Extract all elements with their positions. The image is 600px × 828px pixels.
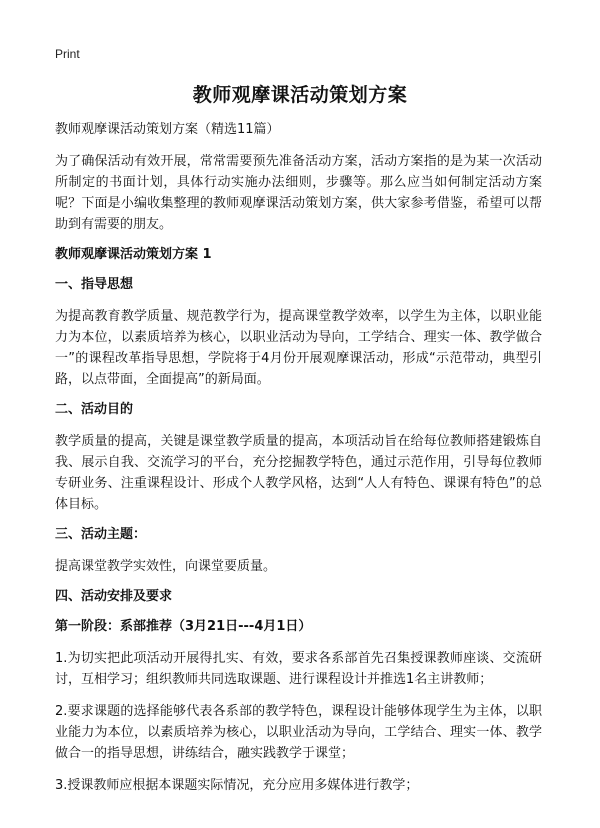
- section-arrangement-heading: 四、活动安排及要求: [55, 589, 173, 604]
- page-title: 教师观摩课活动策划方案: [192, 84, 408, 106]
- section-purpose-heading: 二、活动目的: [55, 402, 134, 417]
- phase-1-heading: 第一阶段：系部推荐（3月21日---4月1日）: [55, 619, 312, 634]
- list-item: 2.要求课题的选择能够代表各系部的教学特色，课程设计能够体现学生为主体，以职业能力为本位，以素质培养为核心，以职业活动为导向，工学结合、理实一体、教学做合一的指导思想，讲练结合，融实践教学于课堂；: [55, 704, 542, 761]
- section-theme-heading: 三、活动主题：: [55, 527, 147, 542]
- section-theme-text: 提高课堂教学实效性，向课堂要质量。: [55, 559, 277, 574]
- document-subtitle: 教师观摩课活动策划方案（精选11篇）: [55, 122, 280, 137]
- section-guiding-ideology-text: 为提高教育教学质量、规范教学行为，提高课堂教学效率，以学生为主体，以职业能力为本位，以素质培养为核心，以职业活动为导向，工学结合、理实一体、教学做合一”的课程改革指导思想，学院将于4月份开展观摩课活动，形成“示范带动，典型引路，以点带面，全面提高”的新局面。: [55, 309, 542, 387]
- print-link[interactable]: Print: [55, 47, 80, 61]
- section-purpose-text: 教学质量的提高，关键是课堂教学质量的提高，本项活动旨在给每位教师搭建锻炼自我、展示自我、交流学习的平台，充分挖掘教学特色，通过示范作用，引导每位教师专研业务、注重课程设计、形成个人教学风格，达到“人人有特色、课课有特色”的总体目标。: [55, 434, 542, 512]
- document-body: [55, 121, 542, 807]
- plan-1-heading: 教师观摩课活动策划方案 1: [55, 247, 212, 262]
- list-item: 3.授课教师应根据本课题实际情况，充分应用多媒体进行教学；: [55, 778, 419, 793]
- intro-paragraph: 为了确保活动有效开展，常常需要预先准备活动方案，活动方案指的是为某一次活动所制定的书面计划，具体行动实施办法细则，步骤等。那么应当如何制定活动方案呢？下面是小编收集整理的教师观摩课活动策划方案，供大家参考借鉴，希望可以帮助到有需要的朋友。: [55, 154, 542, 232]
- section-guiding-ideology-heading: 一、指导思想: [55, 277, 134, 292]
- list-item: 1.为切实把此项活动开展得扎实、有效，要求各系部首先召集授课教师座谈、交流研讨，互相学习；组织教师共同选取课题、进行课程设计并推选1名主讲教师；: [55, 651, 542, 687]
